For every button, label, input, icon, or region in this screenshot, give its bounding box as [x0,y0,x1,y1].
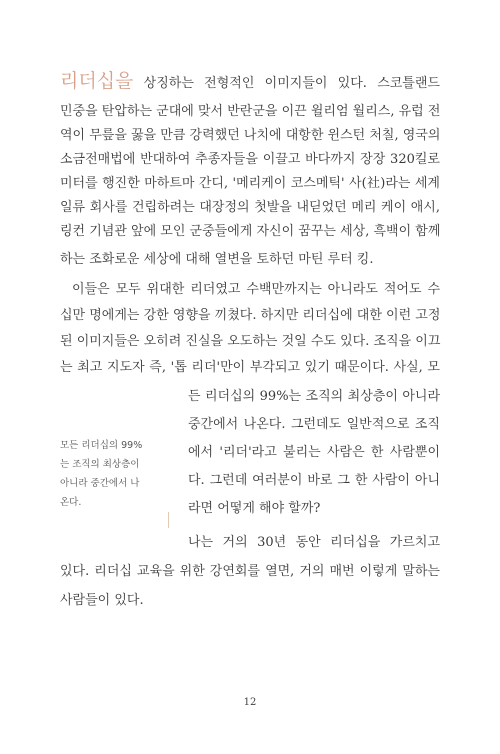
body-line-20: 사람들이 있다. [60,593,144,608]
body-line-12: 는 최고 지도자 즉, '톱 리더'만이 부각되고 있기 때문이다. 사실, 모 [60,360,440,375]
body-line-19: 있다. 리더십 교육을 위한 강연회를 열면, 거의 매번 이렇게 말하는 [60,564,440,579]
sidebar-quote-line-2: 는 조직의 최상층이 [60,459,140,470]
body-line-17: 라면 어떻게 해야 할까? [188,501,321,516]
sidebar-quote-line-1: 모든 리더십의 99% [60,440,143,451]
first-line-text: 상징하는 전형적인 이미지들이 있다. 스코틀랜드 [133,76,440,91]
body-line-15: 에서 '리더'라고 불리는 사람은 한 사람뿐이 [188,445,440,460]
body-line-16: 다. 그런데 여러분이 바로 그 한 사람이 아니 [188,473,440,488]
body-line-5: 미터를 행진한 마하트마 간디, '메리케이 코스메틱' 사(社)라는 세계 [60,176,440,191]
sidebar-divider [168,512,169,528]
body-line-7: 링컨 기념관 앞에 모인 군중들에게 자신이 꿈꾸는 세상, 흑백이 함께 [60,224,441,239]
body-line-3: 역이 무릎을 꿇을 만큼 강력했던 나치에 대항한 윈스턴 처칠, 영국의 [60,128,441,143]
sidebar-quote-line-4: 온다. [60,497,82,508]
body-line-4: 소금전매법에 반대하여 추종자들을 이끌고 바다까지 장장 320킬로 [60,152,440,167]
body-line-2: 민중을 탄압하는 군대에 맞서 반란군을 이끈 윌리엄 월리스, 유럽 전 [60,104,441,119]
body-line-1 [60,72,440,93]
body-line-14: 중간에서 나온다. 그런데도 일반적으로 조직 [188,417,440,432]
body-line-13: 든 리더십의 99%는 조직의 최상층이 아니라 [188,389,440,404]
body-line-11: 된 이미지들은 오히려 진실을 오도하는 것일 수도 있다. 조직을 이끄 [60,334,441,349]
sidebar-quote-line-3: 아니라 중간에서 나 [60,478,140,489]
body-line-8: 하는 조화로운 세상에 대해 열변을 토하던 마틴 루터 킹. [60,252,374,267]
body-line-18: 나는 거의 30년 동안 리더십을 가르치고 [188,535,440,550]
body-line-9: 이들은 모두 위대한 리더였고 수백만까지는 아니라도 적어도 수 [72,282,440,297]
body-line-6: 일류 회사를 건립하려는 대장정의 첫발을 내딛었던 메리 케이 애시, [60,200,440,215]
body-line-10: 십만 명에게는 강한 영향을 끼쳤다. 하지만 리더십에 대한 이런 고정 [60,308,441,323]
sidebar-quote [60,436,168,512]
page-number: 12 [243,697,257,708]
lead-word: 리더십을 [60,70,134,92]
